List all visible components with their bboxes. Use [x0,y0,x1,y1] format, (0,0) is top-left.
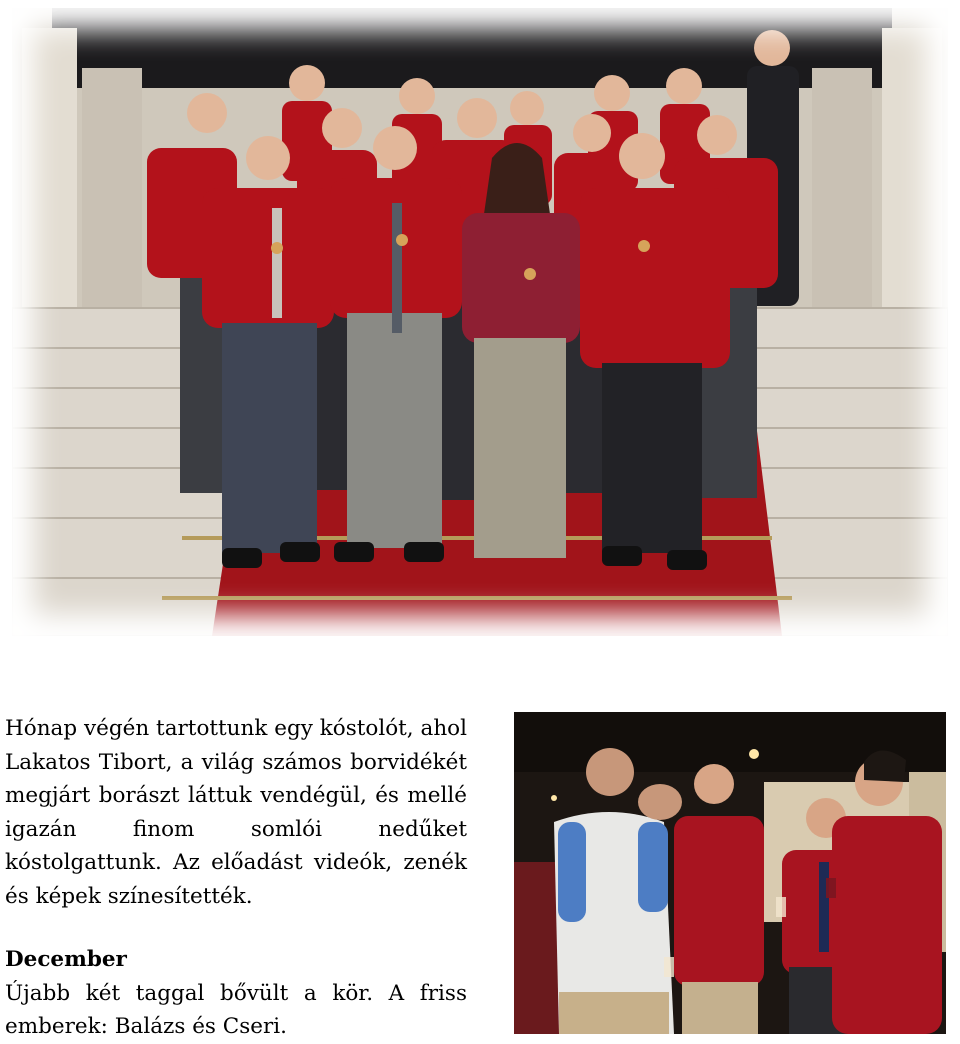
group-photo [12,8,948,636]
reception-photo-icon [514,712,946,1034]
event-paragraph: Hónap végén tartottunk egy kóstolót, ahol Lakatos Tibort, a világ számos borvidékét megjárt borászt láttuk vendégül, és mellé igazán finom somlói nedűket kóstolgattunk. Az előadást videók, zenék és képek színesítették. [5,716,467,909]
reception-photo [514,712,946,1034]
group-photo-icon [12,8,948,636]
article-text [5,712,467,1044]
new-members-paragraph: Újabb két taggal bővült a kör. A friss emberek: Balázs és Cseri. [5,980,467,1039]
month-heading: December [5,947,127,972]
